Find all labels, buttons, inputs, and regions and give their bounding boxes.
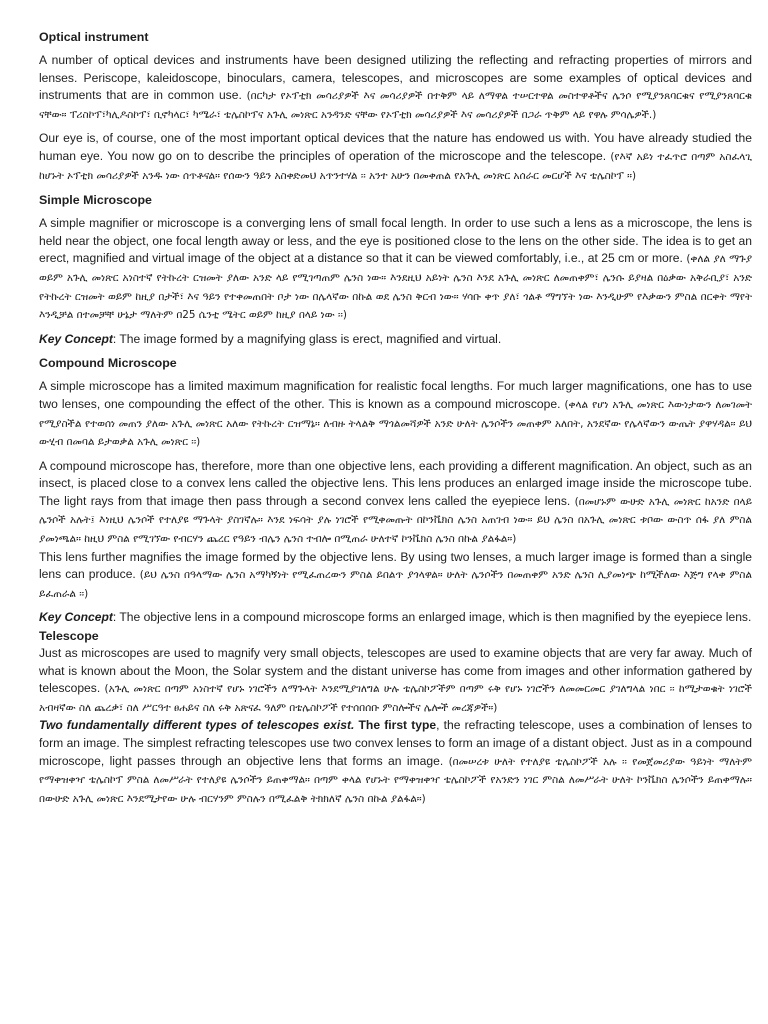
paragraph-text-am: (የእኛ አይነ ተፈጥሮ በጣም አስፈላጊ ከሆኑት ኦፕቲክ መሳሪያዎች አንዱ ነው ሰጥቶናል። የሰውን ዓይን አስቀድመህ አጥንተሃል ፡፡ አንተ አሁን በመቀጠል የአጉሊ መነጽር አሰራር መርሆች እና ቴሌስኮፕ ።) xyxy=(39,150,752,182)
key-concept-text: : The objective lens in a compound microscope forms an enlarged image, which is then magnified by the eyepiece lens. xyxy=(112,610,752,625)
paragraph-text-en: Just as microscopes are used to magnify very small objects, telescopes are used to examine objects that are very far away. Much of what is known about the Moon, the Solar system and the distant universe has come from images and other information gathered by telescopes. xyxy=(39,646,752,696)
paragraph-text-am: (በመሆኑም ውሁድ አጉሊ መነጽር ከአንድ በላይ ሌንሶች አሉት፤ እነዚህ ሌንሶች የተለያዩ ማጉላት ያስገኛሉ። እንደ ነፍሳት ያሉ ነገሮች የሚቀመጡት በኮንቬክስ ሌንስ አጠገብ ነው። ይህ ሌንስ በአጉሊ መነጽር ቱቦው ውስጥ ሰፋ ያለ ምስል ያመነጫል። ከዚህ ምስል የሚገኘው የብርሃን ጨረር የዓይን ብሌን ሌንስ ተብሎ በሚጠራ ሁለተኛ ኮንቬክስ ሌንስ በኩል ያልፋል።) xyxy=(39,495,752,546)
key-concept-magnifying-glass xyxy=(39,331,752,349)
paragraph-text-am: (በመሠረቱ ሁለት የተለያዩ ቴሌስኮፖች አሉ ፡፡ የመጀመሪያው ዓይነት ማለትም የማቀዝቀዣ ቴሌስኮፕ ምስል ለመሥራት የተለያዩ ሌንሶችን ይጠቀማል። በጣም ቀላል የሆኑት የማቀዝቀዣ ቴሌስኮፖች የአንድን ነገር ምስል ለመሥራት ሁለት ኮንቬክስ ሌንሶችን ይጠቀማሉ። በውሁድ አጉሊ መነጽር እንደሚታየው ሁሉ ብርሃንም ምስሉን በሚፈልቅ ትክክለኛ ሌንስ በኩል ያልፋል።) xyxy=(39,755,752,805)
section-heading-optical-instrument: Optical instrument xyxy=(39,30,149,44)
emphasis-telescope-types: Two fundamentally different types of telescopes exist. xyxy=(39,718,355,733)
paragraph-optical-devices xyxy=(39,52,752,124)
paragraph-simple-magnifier xyxy=(39,215,752,325)
section-heading-telescope: Telescope xyxy=(39,629,99,644)
paragraph-telescope-types xyxy=(39,717,752,808)
paragraph-compound-intro xyxy=(39,378,752,451)
paragraph-compound-objective-lens xyxy=(39,458,752,549)
paragraph-text-en: A simple magnifier or microscope is a converging lens of small focal length. In order to use such a lens as a microscope, the lens is held near the object, one focal length away or less, and the eye is positioned close to the lens on the other side. The idea is to get an erect, magnified and virtual image of the object at a distance so that it can be viewed comfortably, i.e., at 25 cm or more. xyxy=(39,216,752,266)
emphasis-first-type: The first type xyxy=(354,718,437,733)
section-heading-simple-microscope: Simple Microscope xyxy=(39,193,152,208)
key-concept-text: : The image formed by a magnifying glass is erect, magnified and virtual. xyxy=(112,331,502,346)
paragraph-text-am: (በርካታ የኦፕቲክ መሳሪያዎች እና መሳሪያዎች በተቅም ላይ ለማዋል ተሠርተዋል መስተዋቶችና ሌንሶ የሚያንጸባርቁና የሚያንጸባርቁ ናቸው። ፐሪስኮፕ፣ካሊዶስኮፕ፣ ቢኖካላር፣ ካሜራ፣ ቴሌስኮፕና አጉሊ መነጽር አንዳንድ ናቸው የኦፕቲክ መሳሪያዎች እና መሳሪያዎች በጋራ ጥቅም ላይ የዋሉ ምሳሌዎች.) xyxy=(39,90,752,121)
paragraph-human-eye xyxy=(39,130,752,185)
paragraph-compound-eyepiece xyxy=(39,549,752,604)
key-concept-objective-lens xyxy=(39,609,752,627)
section-heading-compound-microscope: Compound Microscope xyxy=(39,356,177,371)
paragraph-text-am: (ይህ ሌንስ በዓላማው ሌንስ አማካኝነት የሚፈጠረውን ምስል ይበልጥ ያጎላዋል። ሁለት ሌንሶችን በመጠቀም አንድ ሌንስ ሊያመነጭ ከሚችለው እጅግ የላቀ ምስል ይፈጠራል ፡፡) xyxy=(39,569,752,600)
paragraph-text-am: (ቀላል የሆነ አጉሊ መነጽር እውነታውን ለመገመት የሚያስችል የተወሰነ መጠን ያለው አጉሊ መነጽር አለው የትኩረት ርዝማኔ። ለብዙ ትላልቅ ማጎልመሻዎች አንድ ሁለት ሌንሶችን መጠቀም አለበት, አንደኛው የሌላኛውን ውጤት ያዋሃዳል። ይህ ውሂብ በመባል ይታወቃል አጉሊ መነጽር ፡፡) xyxy=(39,398,752,449)
paragraph-text-am: (አጉሊ መነጽር በጣም አነስተኛ የሆኑ ነገሮችን ለማጉላት እንደሚያገለግል ሁሉ ቴሌስኮፖችም በጣም ሩቅ የሆኑ ነገሮችን ለመመርመር ያገለግላል ነበር ፡፡ ከሚታወቁት ነገሮች አብዛኛው ስለ ጨረቃ፣ ስለ ሥርዓተ ፀሐይና ስለ ሩቅ አጽናፈ ዓለም በቴሌስኮፖች የተሰበሰቡ ምስሎችና ሌሎች መረጃዎች።) xyxy=(39,683,752,714)
paragraph-text-en: A number of optical devices and instruments have been designed utilizing the reflecting and refracting properties of mirrors and lenses. Periscope, kaleidoscope, binoculars, camera, telescopes, and microscopes are some examples of optical devices and instruments that are in common use. xyxy=(39,53,752,103)
paragraph-text-en: A compound microscope has, therefore, more than one objective lens, each providing a different magnification. An object, such as an insect, is placed close to a convex lens called the objective lens. This lens produces an enlarged image inside the microscope tube. The light rays from that image then pass through a second convex lens called the eyepiece lens. xyxy=(39,458,752,508)
paragraph-text-en: A simple microscope has a limited maximum magnification for realistic focal lengths. For much larger magnifications, one has to use two lenses, one compounding the effect of the other. This is known as a compound microscope. xyxy=(39,379,752,411)
key-concept-label: Key Concept xyxy=(39,610,113,625)
paragraph-text-en: Our eye is, of course, one of the most important optical devices that the nature has endowed us with. You have already studied the human eye. You now go on to describe the principles of operation of the microscope and the telescope. xyxy=(39,131,752,163)
paragraph-text-en: This lens further magnifies the image formed by the objective lens. By using two lenses, a much larger image is formed than a single lens can produce. xyxy=(39,549,752,582)
paragraph-text-en: , the refracting telescope, uses a combination of lenses to form an image. The simplest refracting telescopes use two convex lenses to form an image of a distant object. Just as in a compound microscope, light passes through an objective lens that forms an image. xyxy=(39,718,753,768)
paragraph-text-am: (ቀለል ያለ ማጉያ ወይም አጉሊ መነጽር አነስተኛ የትኩረት ርዝመት ያለው አንድ ላይ የሚገጣጠም ሌንስ ነው። እንደዚህ አይነት ሌንስ እንደ አጉሊ መነጽር ለመጠቀም፣ ሌንሱ ይያዛል በዕቃው አቅራቢያ፣ አንድ የትኩረት ርዝመት ወይም ከዚያ በታች፣ እና ዓይን የተቀመጠበት ቦታ ነው በሌላኛው በኩል ወደ ሌንስ ቅርብ ነው። ሃሳቡ ቀጥ ያለ፣ ጎልቶ ማግኘት ነው እንዲሁም የእቃውን ምስል በርቀት ማየት እንዲቻል በተመቻቸ ሁኔታ ማለትም በ25 ሴንቲ ሜትር ወይም ከዚያ በላይ ነው ፡፡) xyxy=(39,253,752,322)
paragraph-telescope-intro xyxy=(39,645,752,717)
key-concept-label: Key Concept xyxy=(39,331,113,346)
